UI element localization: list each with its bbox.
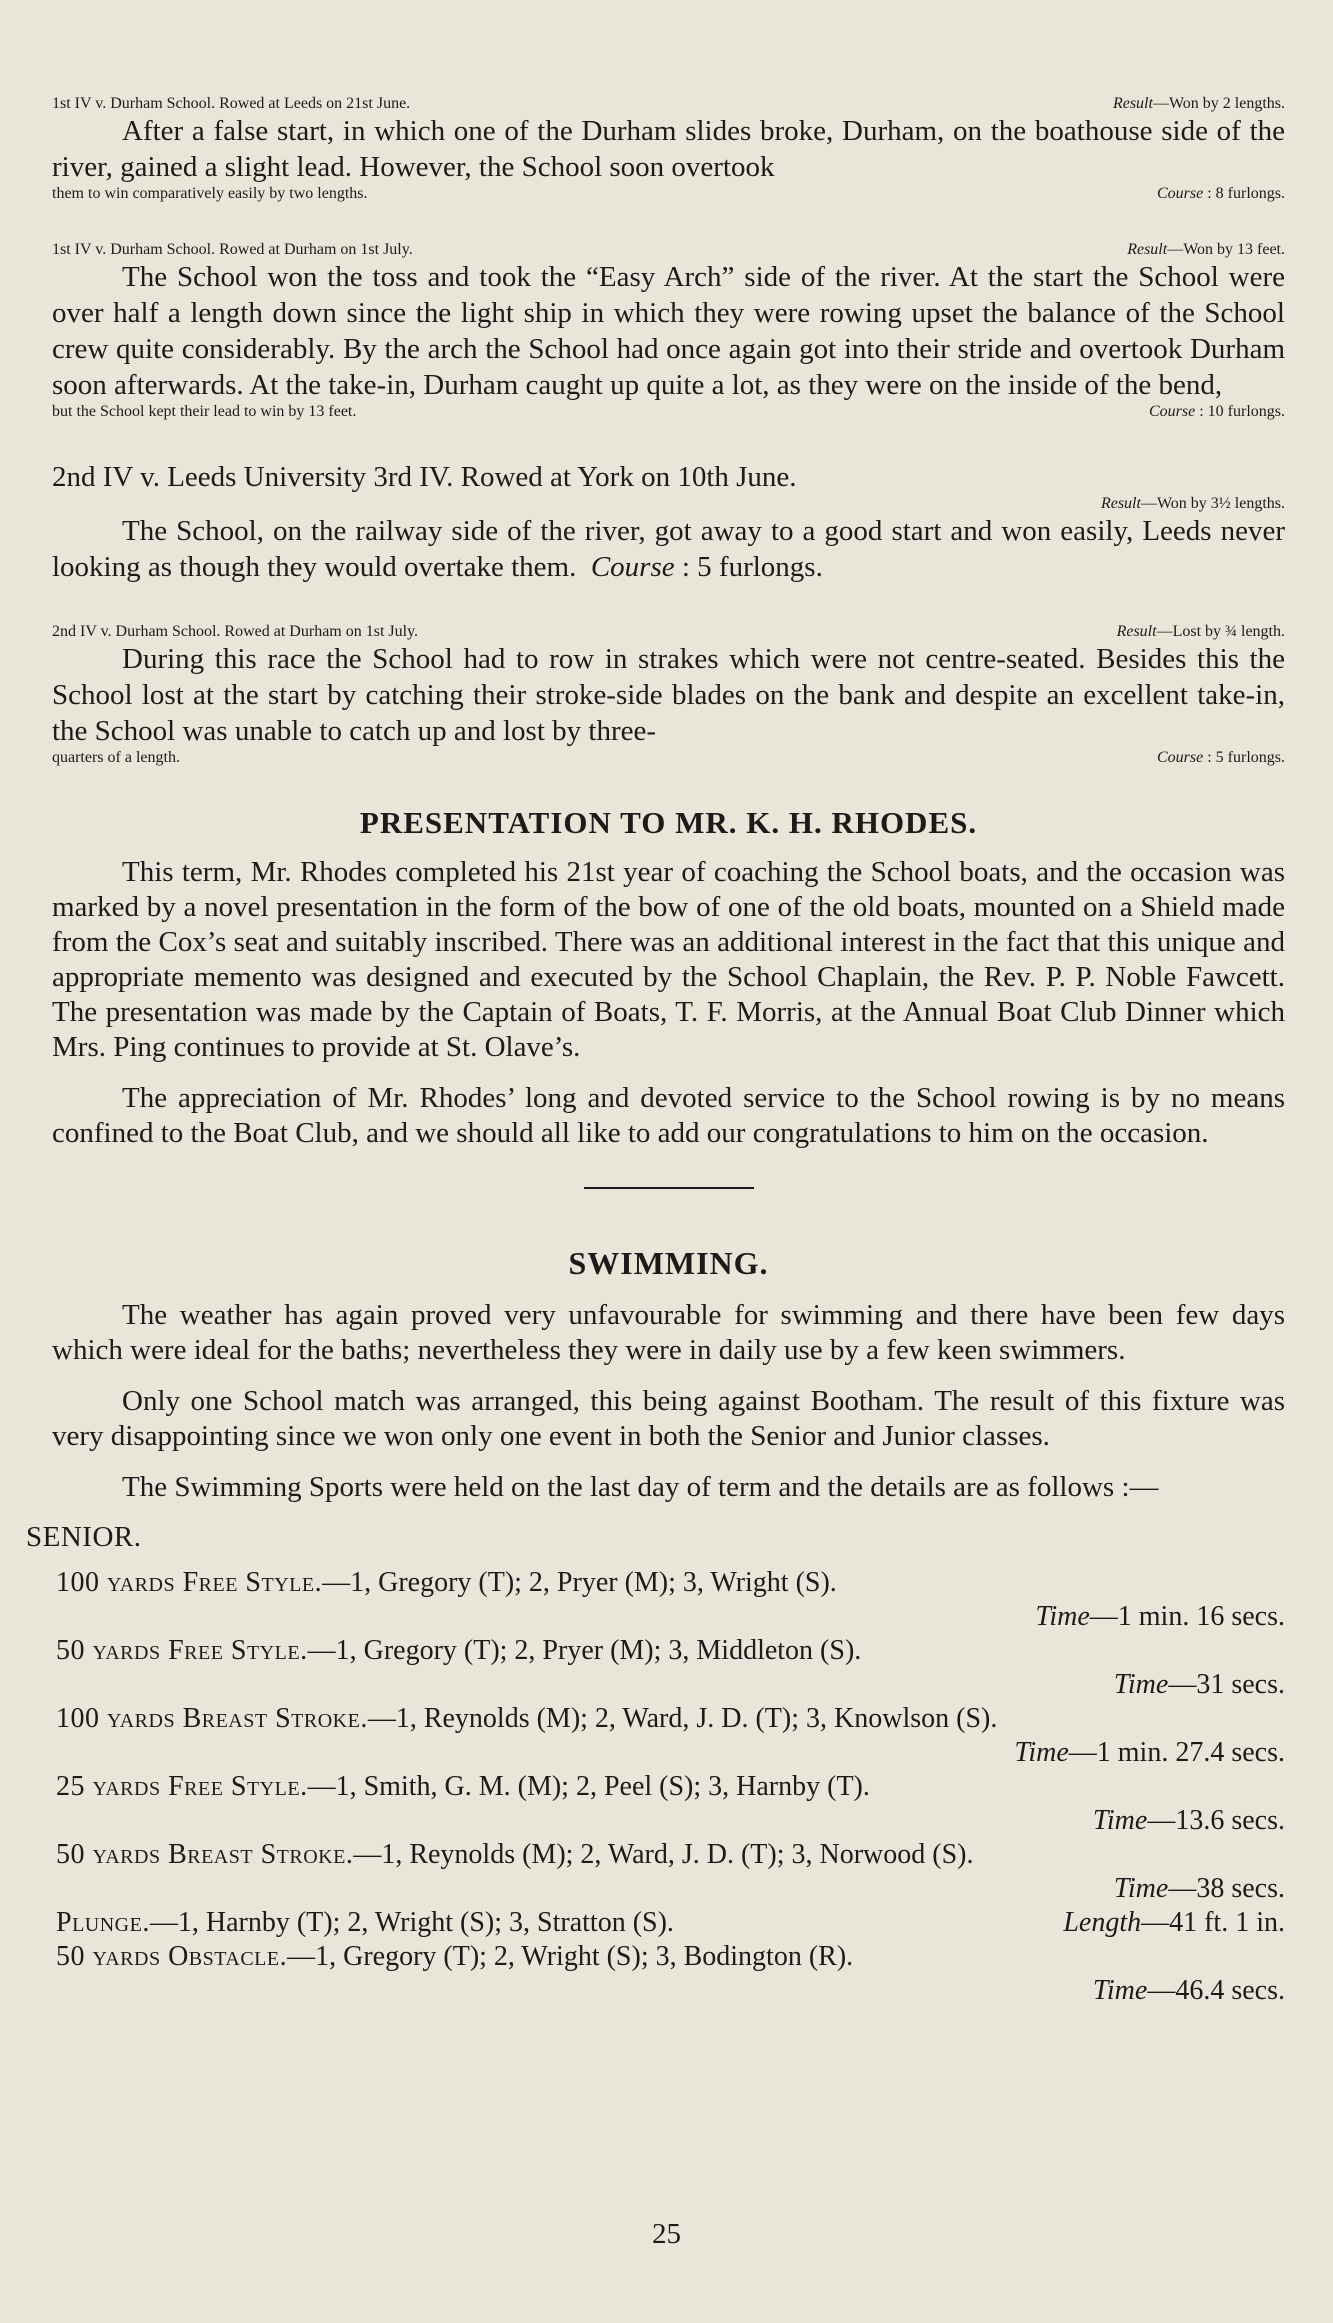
race-report <box>52 623 1285 767</box>
race-footer: quarters of a length. Course : 5 furlongs. <box>52 749 1285 766</box>
event-result: 25 yards Free Style.—1, Smith, G. M. (M); 2, Peel (S); 3, Harnby (T). <box>56 1771 870 1802</box>
event-time: Time—1 min. 27.4 secs. <box>1014 1737 1285 1768</box>
race-header: 2nd IV v. Leeds University 3rd IV. Rowed at York on 10th June. <box>52 461 797 493</box>
presentation-paragraph: This term, Mr. Rhodes completed his 21st year of coaching the School boats, and the occasion was marked by a novel presentation in the form of the bow of one of the old boats, mounted on a Shield made from the Cox’s seat and suitably inscribed. There was an additional interest in the fact that this unique and appropriate memento was designed and executed by the School Chaplain, the Rev. P. P. Noble Fawcett. The presentation was made by the Captain of Boats, T. F. Morris, at the Annual Boat Club Dinner which Mrs. Ping continues to provide at St. Olave’s. <box>52 856 1285 1063</box>
swimming-paragraph: Only one School match was arranged, this being against Bootham. The result of this fixture was very disappointing since we won only one event in both the Senior and Junior classes. <box>52 1385 1285 1452</box>
event-time: Time—13.6 secs. <box>1092 1805 1285 1836</box>
race-body: The School, on the railway side of the river, got away to a good start and won easily, Leeds never looking as though they would overtake them. Course : 5 furlongs. <box>52 515 1285 583</box>
swimming-paragraph: The weather has again proved very unfavourable for swimming and there have been few days which were ideal for the baths; nevertheless they were in daily use by a few keen swimmers. <box>52 1299 1285 1366</box>
events-list <box>52 1566 1285 2008</box>
event-time: Time—38 secs. <box>1113 1873 1285 1904</box>
presentation-paragraph: The appreciation of Mr. Rhodes’ long and devoted service to the School rowing is by no means confined to the Boat Club, and we should all like to add our congratulations to him on the occasion. <box>52 1082 1285 1149</box>
event-result: Plunge.—1, Harnby (T); 2, Wright (S); 3, Stratton (S). Length—41 ft. 1 in. <box>56 1907 1285 1938</box>
event-result: 50 yards Obstacle.—1, Gregory (T); 2, Wright (S); 3, Bodington (R). <box>56 1941 854 1972</box>
race-body: During this race the School had to row in strakes which were not centre-seated. Besides this the School lost at the start by catching their stroke-side blades on the bank and despite an excellent take-in, the School was unable to catch up and lost by three- <box>52 643 1285 747</box>
race-footer: but the School kept their lead to win by 13 feet. Course : 10 furlongs. <box>52 403 1285 420</box>
swimming-heading: SWIMMING. <box>568 1245 769 1281</box>
race-body: The School won the toss and took the “Easy Arch” side of the river. At the start the School were over half a length down since the light ship in which they were rowing upset the balance of the School crew quite considerably. By the arch the School had once again got into their stride and overtook Durham soon afterwards. At the take-in, Durham caught up quite a lot, as they were on the inside of the bend, <box>52 261 1285 401</box>
race-header: 1st IV v. Durham School. Rowed at Leeds on 21st June. Result—Won by 2 lengths. <box>52 95 1285 112</box>
page-number: 25 <box>652 2218 681 2250</box>
race-report <box>52 459 1285 585</box>
event-time: Time—46.4 secs. <box>1092 1975 1285 2006</box>
race-report <box>52 95 1285 203</box>
race-header: 1st IV v. Durham School. Rowed at Durham on 1st July. Result—Won by 13 feet. <box>52 241 1285 258</box>
race-body: After a false start, in which one of the Durham slides broke, Durham, on the boathouse side of the river, gained a slight lead. However, the School soon overtook <box>52 115 1285 183</box>
swimming-paragraph: The Swimming Sports were held on the last day of term and the details are as follows :— <box>122 1471 1159 1503</box>
event-result: 100 yards Breast Stroke.—1, Reynolds (M); 2, Ward, J. D. (T); 3, Knowlson (S). <box>56 1703 998 1734</box>
event-time: Time—31 secs. <box>1113 1669 1285 1700</box>
event-result: 50 yards Free Style.—1, Gregory (T); 2, Pryer (M); 3, Middleton (S). <box>56 1635 862 1666</box>
event-time: Time—1 min. 16 secs. <box>1035 1601 1285 1632</box>
section-divider <box>584 1187 754 1189</box>
race-result: Result—Won by 3½ lengths. <box>1100 495 1285 512</box>
event-result: 100 yards Free Style.—1, Gregory (T); 2, Pryer (M); 3, Wright (S). <box>56 1567 837 1598</box>
race-header: 2nd IV v. Durham School. Rowed at Durham on 1st July. Result—Lost by ¾ length. <box>52 623 1285 640</box>
event-result: 50 yards Breast Stroke.—1, Reynolds (M); 2, Ward, J. D. (T); 3, Norwood (S). <box>56 1839 974 1870</box>
race-footer: them to win comparatively easily by two lengths. Course : 8 furlongs. <box>52 185 1285 202</box>
senior-label: SENIOR. <box>26 1521 142 1553</box>
presentation-heading: PRESENTATION TO MR. K. H. RHODES. <box>359 805 978 840</box>
race-report <box>52 241 1285 421</box>
